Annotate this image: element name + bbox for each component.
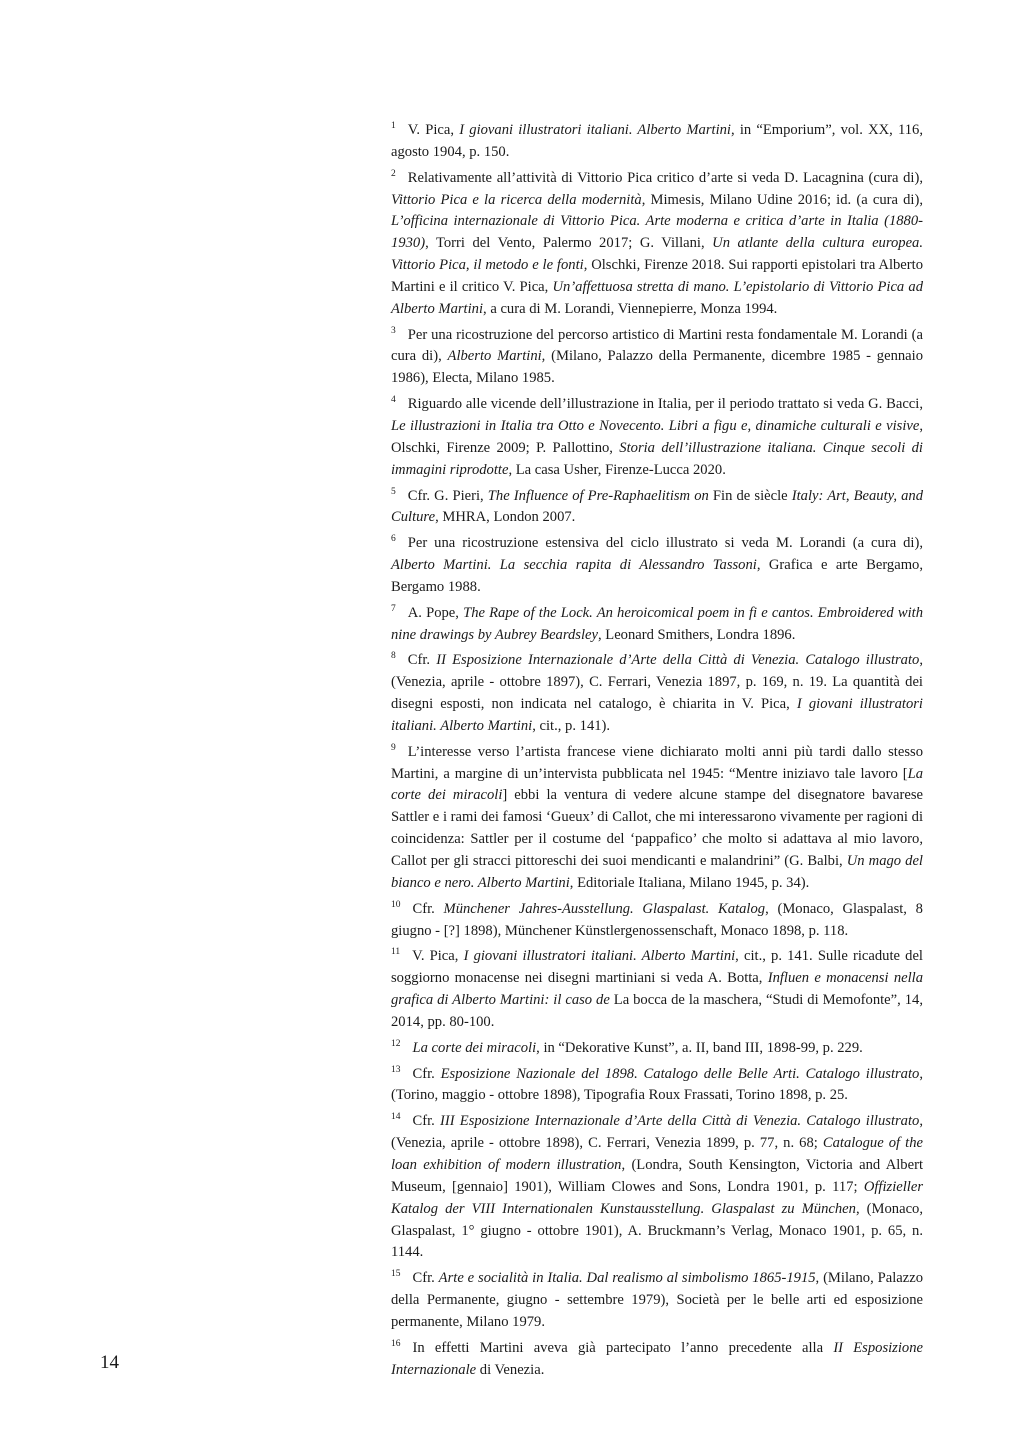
footnote-title: III Esposizione Internazionale d’Arte della Città di Venezia. Catalogo illustrato xyxy=(440,1113,920,1130)
footnote-4 xyxy=(391,390,923,481)
footnote-title: Influen e monacensi nella grafica di Alberto Martini: il caso de xyxy=(391,970,924,1009)
footnote-number: 10 xyxy=(391,899,401,910)
footnote-text: , (Milano, Palazzo della Permanente, giugno - settembre 1979), Società per le belle arti ed esposizione permanente, Milano 1979. xyxy=(391,1270,923,1330)
footnote-title: I giovani illustratori italiani. Alberto Martini xyxy=(459,122,731,138)
footnote-text: Riguardo alle vicende dell’illustrazione in Italia, per il periodo trattato si veda G. Bacci, xyxy=(407,396,923,413)
page-number: 14 xyxy=(100,1352,119,1373)
footnote-text: , in “Emporium”, vol. XX, 116, agosto 1904, p. 150. xyxy=(391,122,923,160)
footnote-text: Cfr. G. Pieri, xyxy=(407,487,488,504)
footnote-title: Alberto Martini. La secchia rapita di Alessandro Tassoni xyxy=(391,557,757,574)
footnote-16 xyxy=(391,1334,923,1382)
footnote-text: Cfr. xyxy=(412,1065,441,1082)
footnote-text: , Grafica e arte Bergamo, Bergamo 1988. xyxy=(391,557,923,595)
footnote-text: , Mimesis, Milano Udine 2016; id. (a cura di), xyxy=(641,191,923,208)
footnote-title: I giovani illustratori italiani. Alberto Martini xyxy=(463,948,736,965)
footnote-title: Un atlante della cultura europea. Vittorio Pica, il metodo e le fonti xyxy=(391,235,923,274)
footnote-text: , (Venezia, aprile - ottobre 1897), C. Ferrari, Venezia 1897, p. 169, n. 19. La quantità dei disegni esposti, non indicata nel catalogo, è chiarita in V. Pica, xyxy=(391,652,923,713)
footnote-number: 12 xyxy=(391,1038,401,1049)
footnote-14 xyxy=(391,1107,923,1264)
footnote-text: , (Torino, maggio - ottobre 1898), Tipografia Roux Frassati, Torino 1898, p. 25. xyxy=(391,1065,923,1104)
footnote-number: 8 xyxy=(391,651,396,662)
footnote-title: I giovani illustratori italiani. Alberto Martini xyxy=(391,696,923,734)
footnote-number: 6 xyxy=(391,534,396,545)
footnote-title: La corte dei miracoli xyxy=(412,1039,537,1056)
footnote-title: L’officina internazionale di Vittorio Pica. Arte moderna e critica d’arte in Italia (1880-1930) xyxy=(391,213,923,252)
footnote-title: II Esposizione Internazionale d’Arte della Città di Venezia. Catalogo illustrato xyxy=(436,652,920,669)
footnote-number: 14 xyxy=(391,1112,401,1123)
footnote-12 xyxy=(391,1034,923,1060)
footnote-text: , La casa Usher, Firenze-Lucca 2020. xyxy=(508,461,726,478)
footnote-number: 7 xyxy=(391,603,396,614)
footnote-text: La bocca de la maschera, “Studi di Memofonte”, 14, 2014, pp. 80-100. xyxy=(391,992,923,1030)
footnote-title: Un’affettuosa stretta di mano. L’epistolario di Vittorio Pica ad Alberto Martini xyxy=(391,278,923,317)
footnote-15 xyxy=(391,1264,923,1334)
footnote-number: 1 xyxy=(391,121,396,131)
footnote-number: 16 xyxy=(391,1338,401,1349)
footnote-title: Arte e socialità in Italia. Dal realismo al simbolismo 1865-1915 xyxy=(438,1270,816,1287)
footnote-title: Vittorio Pica e la ricerca della modernità xyxy=(391,191,642,208)
footnote-number: 5 xyxy=(391,486,396,497)
footnote-title: La corte dei miracoli xyxy=(391,765,923,804)
footnote-9 xyxy=(391,738,923,895)
footnote-title: Le illustrazioni in Italia tra Otto e Novecento. Libri a figu e, dinamiche culturali e visive xyxy=(391,417,920,434)
footnote-13 xyxy=(391,1060,923,1108)
footnote-number: 9 xyxy=(391,742,396,753)
footnote-text: di Venezia. xyxy=(476,1361,545,1378)
footnote-10 xyxy=(391,895,923,943)
footnote-text: Per una ricostruzione del percorso artistico di Martini resta fondamentale M. Lorandi (a cura di), xyxy=(391,326,923,365)
footnote-text: Cfr. xyxy=(412,900,444,917)
footnote-text: , Olschki, Firenze 2009; P. Pallottino, xyxy=(391,417,923,456)
footnote-text: ] ebbi la ventura di vedere alcune stampe del disegnatore bavarese Sattler e i rami dei famosi ‘Gueux’ di Callot, che mi interessarono vivamente per ragioni di coincidenza: Sattler per il costume del ‘pappafico’ che molto si adattava al mio lavoro, Callot per gli stracci pittoreschi dei suoi mendicanti e malandrini” (G. Balbi, xyxy=(391,787,923,869)
footnote-number: 13 xyxy=(391,1064,401,1075)
footnote-number: 11 xyxy=(391,947,401,958)
footnote-text: Cfr. xyxy=(412,1270,439,1287)
footnote-title: Storia dell’illustrazione italiana. Cinque secoli di immagini riprodotte xyxy=(391,439,923,478)
footnote-11 xyxy=(391,942,923,1033)
footnote-title: Alberto Martini, xyxy=(447,348,546,365)
footnote-text: , in “Dekorative Kunst”, a. II, band III, 1898-99, p. 229. xyxy=(536,1039,863,1056)
footnote-text: , (Londra, South Kensington, Victoria and Albert Museum, [gennaio] 1901), William Clowes and Sons, Londra 1901, p. 117; xyxy=(391,1156,923,1195)
footnote-text: , Torri del Vento, Palermo 2017; G. Villani, xyxy=(425,235,713,252)
footnote-text: Fin de siècle xyxy=(708,487,792,504)
footnotes-list xyxy=(391,116,923,1381)
footnote-title: Offizieller Katalog der VIII Internationalen Kunstausstellung. Glaspalast zu München xyxy=(391,1178,923,1217)
footnote-text: , Olschki, Firenze 2018. Sui rapporti epistolari tra Alberto Martini e il critico V. Pica, xyxy=(391,257,923,295)
footnote-2 xyxy=(391,164,923,321)
footnote-number: 3 xyxy=(391,325,396,336)
footnote-text: Per una ricostruzione estensiva del ciclo illustrato si veda M. Lorandi (a cura di), xyxy=(407,535,923,552)
footnote-title: Catalogue of the loan exhibition of modern illustration xyxy=(391,1135,923,1173)
footnote-text: , (Venezia, aprile - ottobre 1898), C. Ferrari, Venezia 1899, p. 77, n. 68; xyxy=(391,1113,923,1152)
footnote-text: (Milano, Palazzo della Permanente, dicembre 1985 - gennaio 1986), Electa, Milano 1985. xyxy=(391,348,923,387)
footnote-title: Un mago del bianco e nero. Alberto Martini xyxy=(391,853,923,891)
footnote-number: 4 xyxy=(391,395,396,406)
footnote-title: Esposizione Nazionale del 1898. Catalogo delle Belle Arti. Catalogo illustrato xyxy=(440,1065,920,1082)
footnote-text: L’interesse verso l’artista francese viene dichiarato molti anni più tardi dallo stesso Martini, a margine di un’intervista pubblicata nel 1945: “Mentre iniziavo tale lavoro [ xyxy=(391,743,923,782)
footnote-text: , (Monaco, Glaspalast, 8 giugno - [?] 1898), Münchener Künstlergenossenschaft, Monaco 1898, p. 118. xyxy=(391,900,923,939)
footnote-text: , a cura di M. Lorandi, Viennepierre, Monza 1994. xyxy=(483,300,778,317)
footnote-text: Cfr. xyxy=(412,1113,440,1130)
footnote-text: , cit., p. 141. Sulle ricadute del soggiorno monacense nei disegni martiniani si veda A. Botta, xyxy=(391,948,923,987)
footnote-title: The Influence of Pre-Raphaelitism on xyxy=(487,487,709,504)
footnote-3 xyxy=(391,321,923,391)
footnote-title: Italy: Art, Beauty, and Culture xyxy=(391,487,923,526)
footnote-text: V. Pica, xyxy=(407,122,460,138)
footnote-text: , cit., p. 141). xyxy=(532,717,611,734)
footnote-text: Cfr. xyxy=(407,652,437,669)
footnote-title: II Esposizione Internazionale xyxy=(391,1339,923,1378)
footnote-7 xyxy=(391,599,923,647)
footnote-text: , (Monaco, Glaspalast, 1° giugno - ottobre 1901), A. Bruckmann’s Verlag, Monaco 1901, p. 65, n. 1144. xyxy=(391,1200,923,1261)
footnote-8 xyxy=(391,646,923,737)
footnote-text: , MHRA, London 2007. xyxy=(435,509,576,526)
footnote-text: A. Pope, xyxy=(407,604,464,621)
footnote-text: , Editoriale Italiana, Milano 1945, p. 34). xyxy=(569,874,810,891)
footnote-1 xyxy=(391,116,923,164)
footnote-6 xyxy=(391,529,923,599)
footnote-number: 2 xyxy=(391,168,396,179)
footnote-5 xyxy=(391,482,923,530)
footnote-text: Relativamente all’attività di Vittorio Pica critico d’arte si veda D. Lacagnina (cura di), xyxy=(407,169,923,186)
footnote-number: 15 xyxy=(391,1269,401,1280)
footnote-text: V. Pica, xyxy=(412,948,464,965)
footnote-title: Münchener Jahres-Ausstellung. Glaspalast. Katalog xyxy=(443,900,766,917)
footnote-text: In effetti Martini aveva già partecipato l’anno precedente alla xyxy=(412,1339,834,1356)
footnote-text: , Leonard Smithers, Londra 1896. xyxy=(597,626,796,643)
footnote-title: The Rape of the Lock. An heroicomical poem in fi e cantos. Embroidered with nine drawings by Aubrey Beardsley xyxy=(391,604,923,643)
